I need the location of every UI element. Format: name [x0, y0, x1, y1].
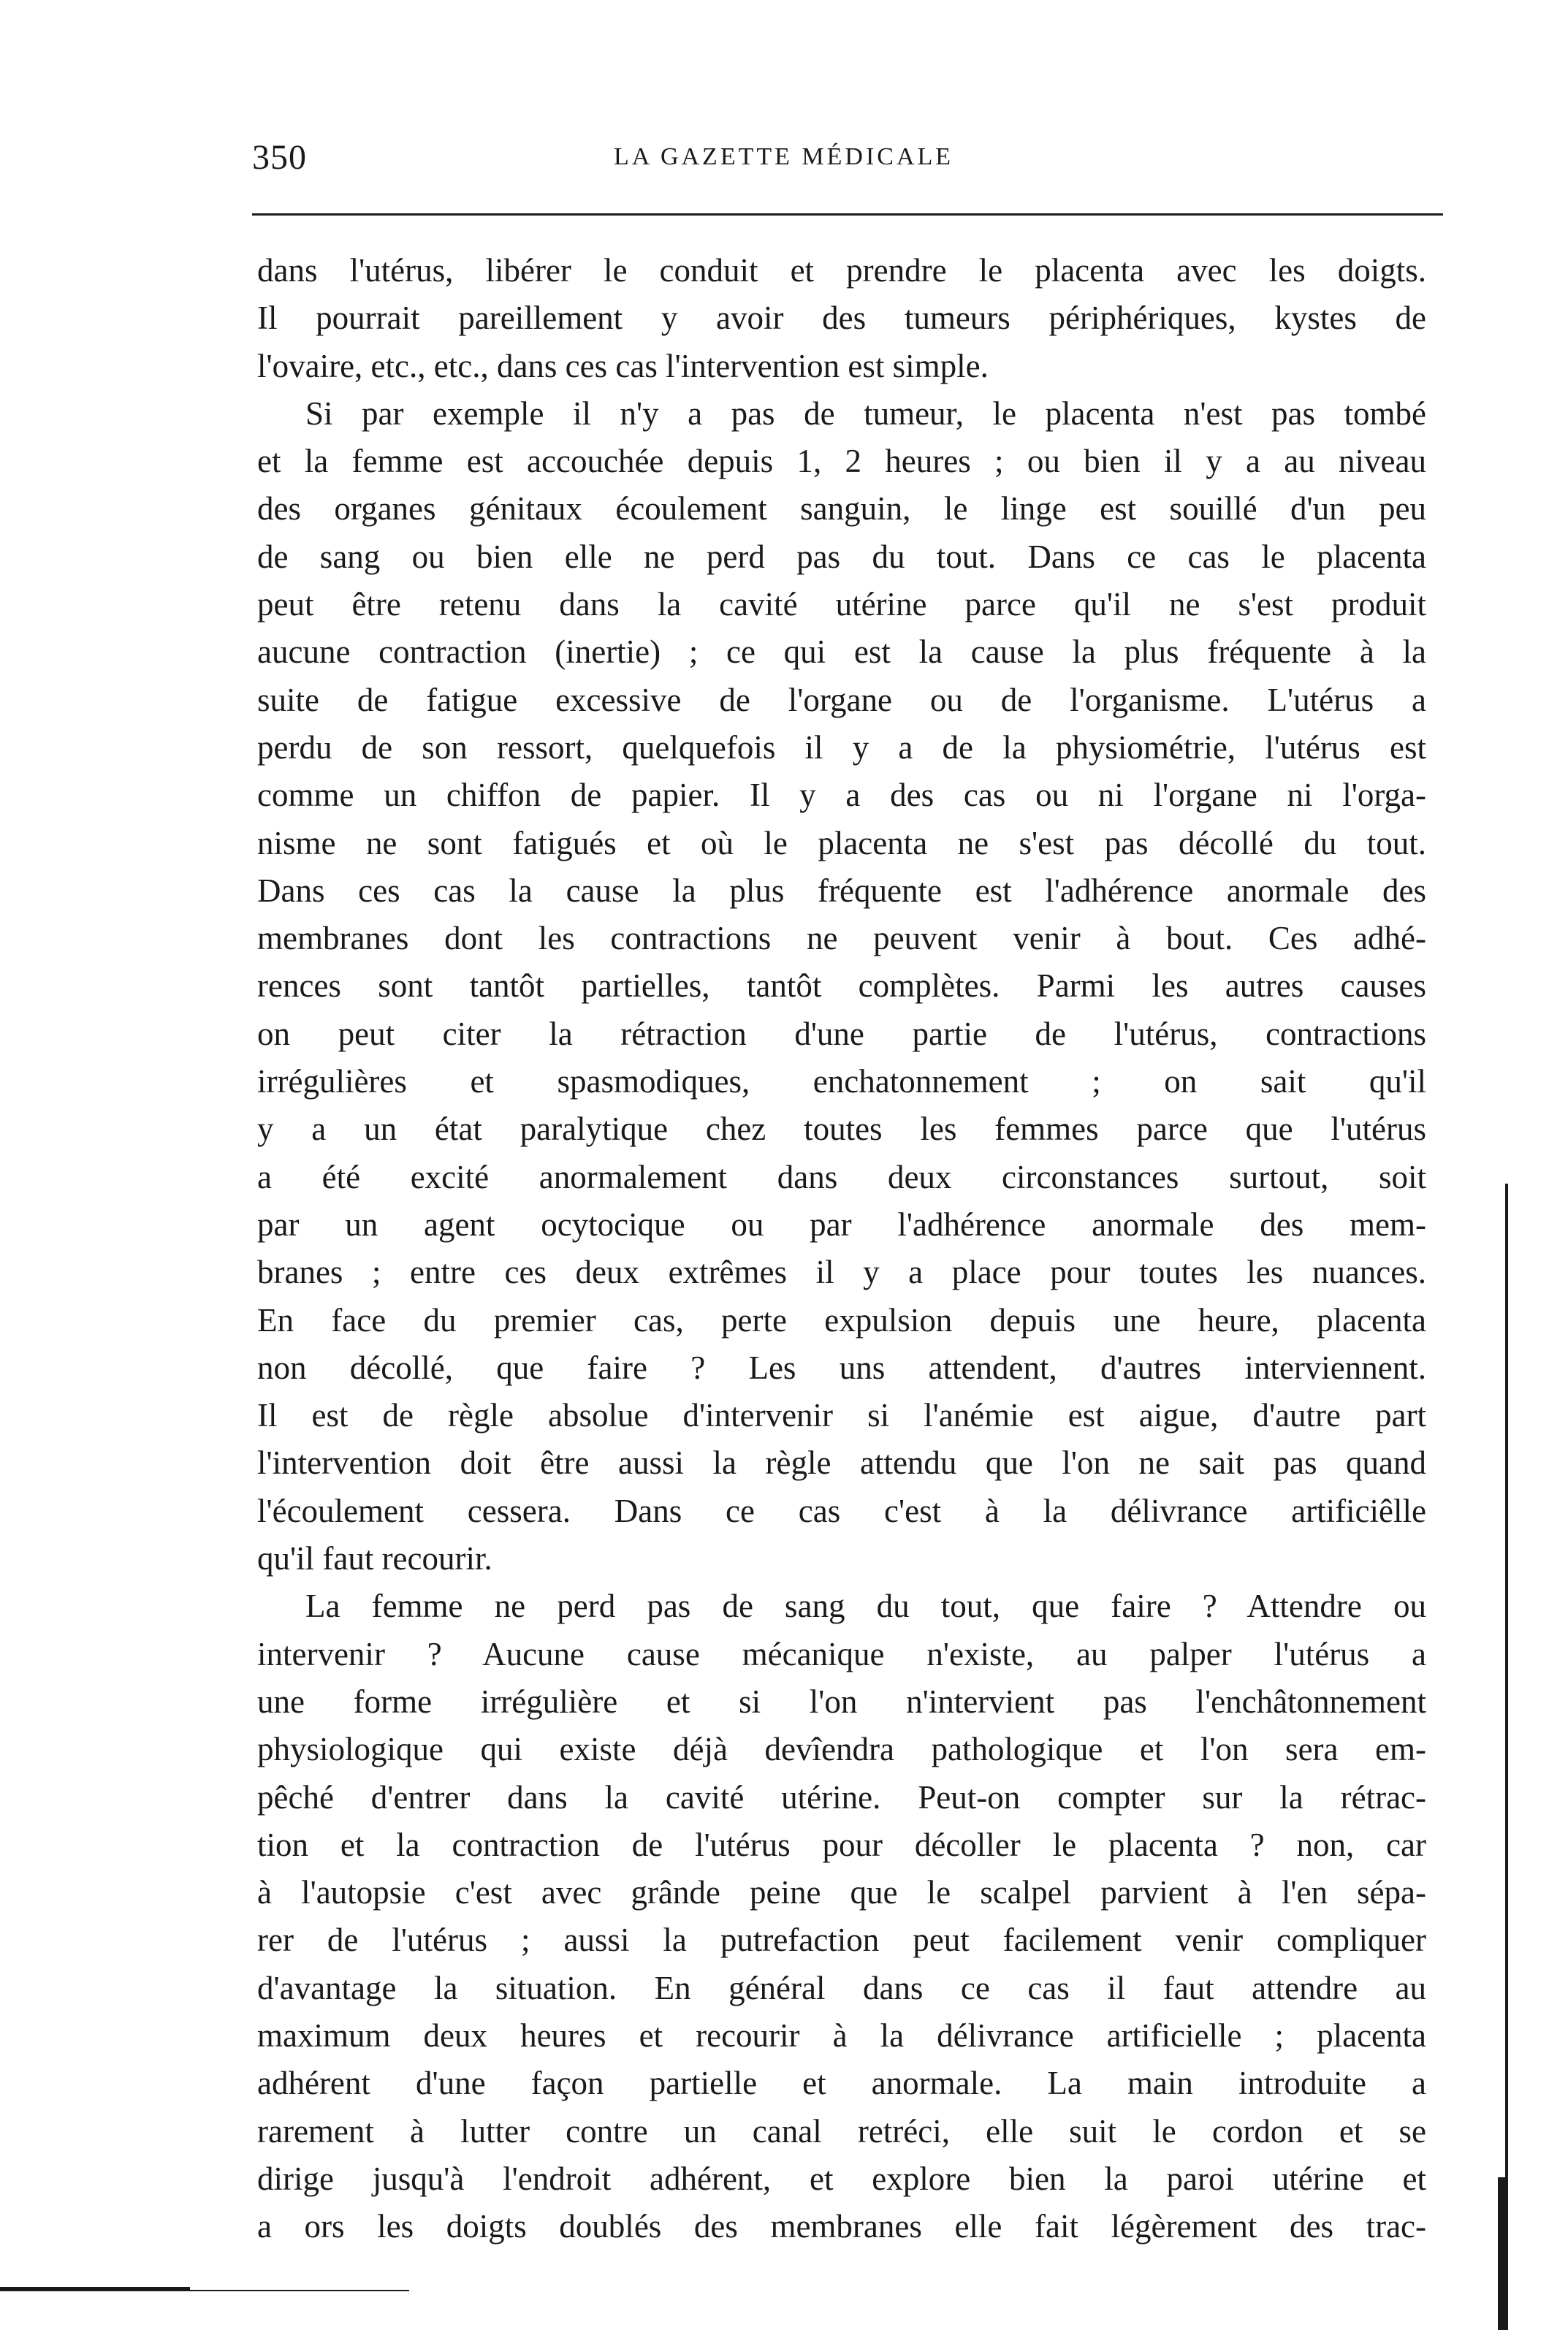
- text-line: La femme ne perd pas de sang du tout, que faire ? Attendre ou: [305, 1588, 1426, 1625]
- text-line: l'intervention doit être aussi la règle attendu que l'on ne sait pas quand: [257, 1444, 1426, 1482]
- body-text: [257, 247, 1426, 2250]
- text-line: peut être retenu dans la cavité utérine parce qu'il ne s'est produit: [257, 586, 1426, 623]
- text-line: maximum deux heures et recourir à la délivrance artificielle ; placenta: [257, 2017, 1426, 2054]
- running-title: LA GAZETTE MÉDICALE: [614, 143, 954, 170]
- text-line: à l'autopsie c'est avec grânde peine que le scalpel parvient à l'en sépa-: [257, 1874, 1426, 1911]
- text-line: Il pourrait pareillement y avoir des tumeurs périphériques, kystes de: [257, 300, 1426, 337]
- text-line: rences sont tantôt partielles, tantôt complètes. Parmi les autres causes: [257, 967, 1426, 1005]
- text-line: l'ovaire, etc., etc., dans ces cas l'intervention est simple.: [257, 347, 989, 384]
- text-line: dans l'utérus, libérer le conduit et prendre le placenta avec les doigts.: [257, 252, 1426, 289]
- text-line: Il est de règle absolue d'intervenir si l'anémie est aigue, d'autre part: [257, 1397, 1426, 1434]
- text-line: adhérent d'une façon partielle et anormale. La main introduite a: [257, 2065, 1426, 2102]
- header-rule: [252, 213, 1443, 216]
- text-line: nisme ne sont fatigués et où le placenta ne s'est pas décollé du tout.: [257, 824, 1426, 861]
- page-edge-shadow: [1498, 2177, 1508, 2330]
- text-line: branes ; entre ces deux extrêmes il y a place pour toutes les nuances.: [257, 1254, 1426, 1291]
- text-line: suite de fatigue excessive de l'organe ou de l'organisme. L'utérus a: [257, 681, 1426, 718]
- text-line: rarement à lutter contre un canal retréci, elle suit le cordon et se: [257, 2112, 1426, 2150]
- text-line: tion et la contraction de l'utérus pour décoller le placenta ? non, car: [257, 1826, 1426, 1863]
- text-line: pêché d'entrer dans la cavité utérine. Peut-on compter sur la rétrac-: [257, 1778, 1426, 1816]
- text-line: des organes génitaux écoulement sanguin, le linge est souillé d'un peu: [257, 490, 1426, 528]
- text-line: Dans ces cas la cause la plus fréquente est l'adhérence anormale des: [257, 872, 1426, 909]
- text-line: rer de l'utérus ; aussi la putrefaction peut facilement venir compliquer: [257, 1922, 1426, 1959]
- text-line: non décollé, que faire ? Les uns attendent, d'autres interviennent.: [257, 1349, 1426, 1386]
- text-line: y a un état paralytique chez toutes les femmes parce que l'utérus: [257, 1111, 1426, 1148]
- text-line: d'avantage la situation. En général dans ce cas il faut attendre au: [257, 1969, 1426, 2006]
- text-line: perdu de son ressort, quelquefois il y a de la physiométrie, l'utérus est: [257, 728, 1426, 766]
- text-line: En face du premier cas, perte expulsion depuis une heure, placenta: [257, 1301, 1426, 1339]
- text-line: qu'il faut recourir.: [257, 1540, 492, 1577]
- text-line: a ors les doigts doublés des membranes elle fait légèrement des trac-: [257, 2208, 1426, 2245]
- text-line: de sang ou bien elle ne perd pas du tout. Dans ce cas le placenta: [257, 538, 1426, 575]
- text-line: intervenir ? Aucune cause mécanique n'existe, au palper l'utérus a: [257, 1635, 1426, 1672]
- page-edge-shadow: [0, 2287, 190, 2291]
- text-line: l'écoulement cessera. Dans ce cas c'est à la délivrance artificiêlle: [257, 1492, 1426, 1529]
- text-line: on peut citer la rétraction d'une partie de l'utérus, contractions: [257, 1015, 1426, 1052]
- text-line: irrégulières et spasmodiques, enchatonnement ; on sait qu'il: [257, 1063, 1426, 1100]
- page-edge-line: [1505, 1184, 1508, 2177]
- text-line: membranes dont les contractions ne peuvent venir à bout. Ces adhé-: [257, 920, 1426, 957]
- text-line: physiologique qui existe déjà devîendra pathologique et l'on sera em-: [257, 1731, 1426, 1768]
- text-line: et la femme est accouchée depuis 1, 2 heures ; ou bien il y a au niveau: [257, 443, 1426, 480]
- text-line: une forme irrégulière et si l'on n'intervient pas l'enchâtonnement: [257, 1683, 1426, 1720]
- text-line: aucune contraction (inertie) ; ce qui est la cause la plus fréquente à la: [257, 633, 1426, 671]
- text-line: a été excité anormalement dans deux circonstances surtout, soit: [257, 1158, 1426, 1195]
- text-line: dirige jusqu'à l'endroit adhérent, et explore bien la paroi utérine et: [257, 2160, 1426, 2197]
- text-line: Si par exemple il n'y a pas de tumeur, le placenta n'est pas tombé: [305, 395, 1426, 432]
- page-number: 350: [252, 138, 307, 177]
- text-line: par un agent ocytocique ou par l'adhérence anormale des mem-: [257, 1206, 1426, 1243]
- page-edge-line: [190, 2290, 409, 2291]
- text-line: comme un chiffon de papier. Il y a des cas ou ni l'organe ni l'orga-: [257, 777, 1426, 814]
